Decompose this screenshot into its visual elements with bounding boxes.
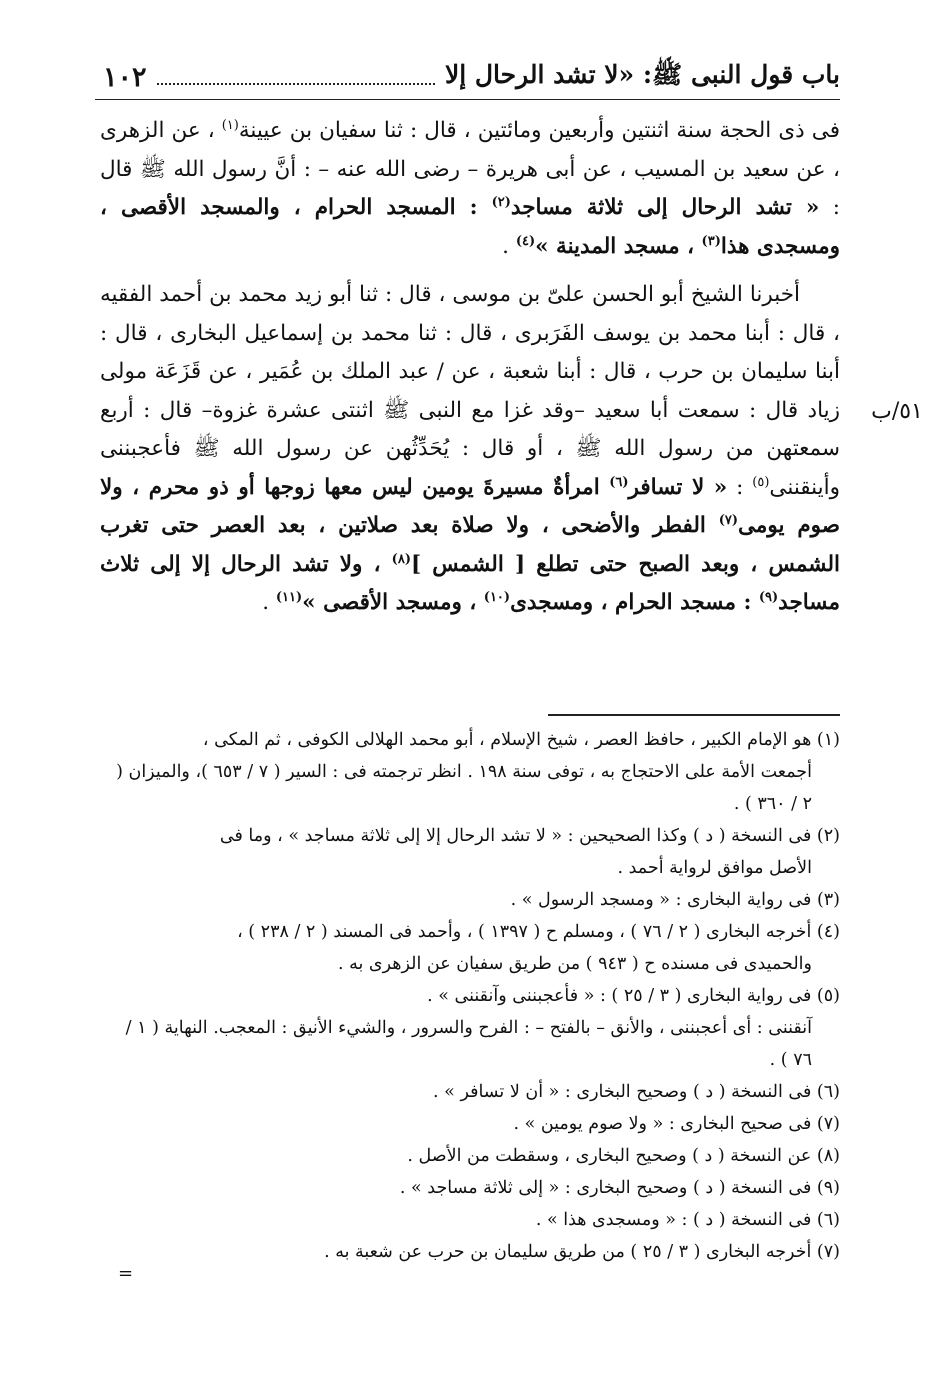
text-run: : bbox=[727, 474, 753, 500]
text-run: . bbox=[262, 590, 276, 615]
footnote-4-continued: والحميدى فى مسنده ح ( ٩٤٣ ) من طريق سفيان عن الزهرى به . bbox=[337, 954, 812, 974]
footnote-ref: (١٠) bbox=[483, 589, 511, 605]
footnote-1: (١) هو الإمام الكبير ، حافظ العصر ، شيخ الإسلام ، أبو محمد الهلالى الكوفى ، ثم المكى ، bbox=[202, 730, 840, 750]
footnote-8: (٨) عن النسخة ( د ) وصحيح البخارى ، وسقطت من الأصل . bbox=[407, 1146, 840, 1166]
paragraph-2 bbox=[100, 276, 840, 623]
main-text bbox=[100, 112, 840, 623]
text-run: أخبرنا الشيخ أبو الحسن علىّ بن موسى ، قال : ثنا أبو زيد محمد بن أحمد الفقيه ، قال : أبنا محمد بن يوسف الفَرَبرى ، قال : ثنا محمد بن إسماعيل البخارى ، قال : أبنا سليمان بن حرب ، قال : أبنا شعبة ، عن / عبد الملك بن عُمَير ، عن قَزَعَة مولى زياد قال : سمعت أبا سعيد –وقد غزا مع النبى ﷺ اثنتى عشرة غزوة– قال : أربع سمعتهن من رسول الله ﷺ ، أو قال : يُحَدِّثُهن عن رسول الله ﷺ فأعجبننى وأينقننى bbox=[100, 282, 841, 500]
footnote-5-continued: آنقننى : أى أعجبننى ، والأنق – بالفتح – : الفرح والسرور ، والشيء الأنيق : المعجب. النهاية ( ١ / ٧٦ ) . bbox=[125, 1018, 812, 1070]
footnote-3: (٣) فى رواية البخارى : « ومسجد الرسول » . bbox=[510, 890, 840, 910]
footnote-ref: (٨) bbox=[391, 551, 411, 567]
footnote-9: (٩) فى النسخة ( د ) وصحيح البخارى : « إلى ثلاثة مساجد » . bbox=[399, 1178, 840, 1198]
footnote-1-continued: أجمعت الأمة على الاحتجاج به ، توفى سنة ١٩٨ . انظر ترجمته فى : السير ( ٧ / ٦٥٣ )، والميزان ( ٢ / ٣٦٠ ) . bbox=[116, 762, 812, 814]
footnote-ref: (٢) bbox=[491, 194, 511, 210]
page-number: ١٠٢ bbox=[103, 61, 147, 93]
footnote-ref: (٧) bbox=[718, 512, 738, 528]
text-run: ، عن الزهرى ، عن سعيد بن المسيب ، عن أبى هريرة – رضى الله عنه – : أنَّ رسول الله ﷺ قال : bbox=[100, 118, 840, 220]
footnote-7: (٧) فى صحيح البخارى : « ولا صوم يومين » . bbox=[513, 1114, 840, 1134]
hadith-text: : المسجد الحرام ، والمسجد الأقصى ، ومسجدى هذا bbox=[100, 195, 840, 259]
text-run: . bbox=[502, 233, 516, 259]
hadith-text: « لا تسافر bbox=[628, 474, 728, 500]
hadith-text: « تشد الرحال إلى ثلاثة مساجد bbox=[510, 195, 820, 220]
footnote-ref: (٤) bbox=[515, 233, 536, 249]
hadith-text: ، ومسجد الأقصى » bbox=[302, 590, 484, 615]
hadith-text: : مسجد الحرام ، ومسجدى bbox=[510, 590, 759, 615]
footnote-11: (٧) أخرجه البخارى ( ٣ / ٢٥ ) من طريق سليمان بن حرب عن شعبة به . bbox=[324, 1242, 840, 1262]
running-header bbox=[95, 55, 840, 100]
footnote-ref: (٦) bbox=[609, 474, 629, 490]
continuation-mark: = bbox=[118, 1263, 134, 1284]
hadith-text: الفطر والأضحى ، ولا صلاة بعد صلاتين ، بعد العصر حتى تغرب الشمس ، وبعد الصبح حتى تطلع [ الشمس ] bbox=[100, 513, 840, 577]
footnote-5: (٥) فى رواية البخارى ( ٣ / ٢٥ ) : « فأعجبننى وآنقننى » . bbox=[427, 986, 840, 1006]
paragraph-1 bbox=[100, 112, 840, 266]
hadith-text: امرأةٌ مسيرةَ يومين ليس معها زوجها أو ذو محرم ، ولا صوم يومى bbox=[100, 474, 840, 538]
footnote-4: (٤) أخرجه البخارى ( ٢ / ٧٦ ) ، ومسلم ح ( ١٣٩٧ ) ، وأحمد فى المسند ( ٢ / ٢٣٨ ) ، bbox=[237, 922, 840, 942]
footnote-2-continued: الأصل موافق لرواية أحمد . bbox=[617, 858, 812, 878]
hadith-text: ، ولا تشد الرحال إلا إلى ثلاث مساجد bbox=[100, 551, 840, 615]
footnote-2: (٢) فى النسخة ( د ) وكذا الصحيحين : « لا تشد الرحال إلا إلى ثلاثة مساجد » ، وما فى bbox=[219, 826, 840, 846]
text-run: فى ذى الحجة سنة اثنتين وأربعين ومائتين ، قال : ثنا سفيان بن عيينة bbox=[238, 118, 840, 143]
hadith-text: ، مسجد المدينة » bbox=[535, 233, 702, 259]
footnote-separator bbox=[548, 714, 840, 716]
header-leader-dots bbox=[157, 69, 435, 85]
footnote-ref: (١) bbox=[221, 117, 239, 133]
footnote-10: (٦) فى النسخة ( د ) : « ومسجدى هذا » . bbox=[535, 1210, 840, 1230]
footnote-ref: (١١) bbox=[275, 589, 303, 605]
footnotes bbox=[104, 724, 840, 1268]
footnote-ref: (٥) bbox=[752, 474, 770, 490]
chapter-title: باب قول النبى ﷺ: «لا تشد الرحال إلا bbox=[444, 59, 840, 89]
footnote-6: (٦) فى النسخة ( د ) وصحيح البخارى : « أن لا تسافر » . bbox=[433, 1082, 840, 1102]
footnote-ref: (٣) bbox=[701, 233, 721, 249]
footnote-ref: (٩) bbox=[758, 589, 779, 605]
folio-margin-note: ٥١/ب bbox=[871, 399, 923, 424]
